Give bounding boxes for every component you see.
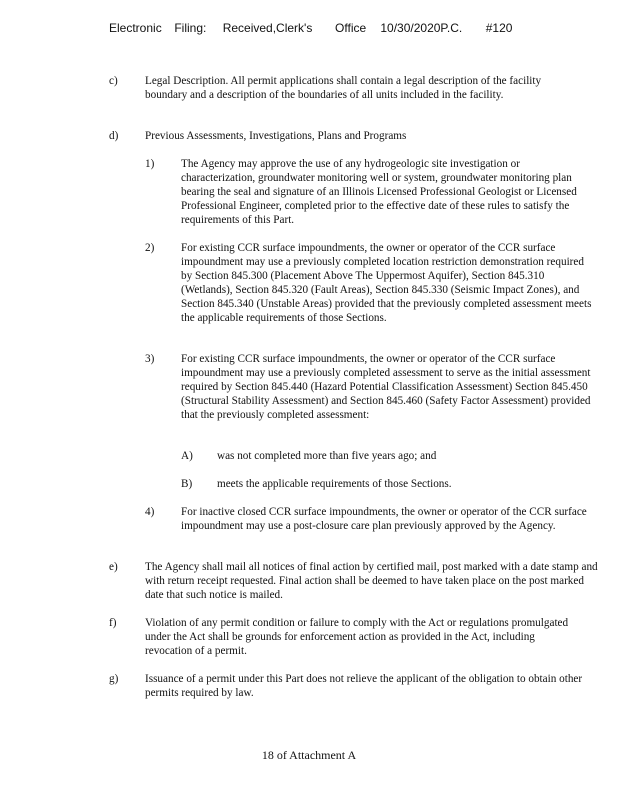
item-d4-text: For inactive closed CCR surface impoundments, the owner or operator of the CCR surface impoundment may use a post-closure care plan previously approved by the Agency. [181, 506, 587, 532]
item-d3a-marker: A) [181, 450, 193, 462]
item-g-marker: g) [109, 673, 119, 685]
header-filing: Filing: [174, 21, 207, 35]
item-d-marker: d) [109, 130, 119, 142]
header-number: #120 [485, 21, 513, 35]
item-d3-marker: 3) [145, 353, 155, 365]
header-date: 10/30/2020P.C. [380, 21, 463, 35]
item-d-heading: Previous Assessments, Investigations, Plans and Programs [145, 130, 407, 142]
item-d4-marker: 4) [145, 506, 155, 518]
item-e-text: The Agency shall mail all notices of final action by certified mail, post marked with a date stamp and with return receipt requested. Final action shall be deemed to have taken place on the post marked date that such notice is mailed. [145, 561, 598, 601]
header-electronic: Electronic [109, 21, 162, 35]
item-d3a-text: was not completed more than five years ago; and [217, 450, 437, 462]
page-footer: 18 of Attachment A [261, 748, 357, 762]
item-d3b-text: meets the applicable requirements of those Sections. [217, 478, 452, 490]
item-g-text: Issuance of a permit under this Part does not relieve the applicant of the obligation to obtain other permits required by law. [145, 673, 583, 699]
header-received: Received,Clerk's [222, 21, 313, 35]
item-d2-text: For existing CCR surface impoundments, the owner or operator of the CCR surface impoundment may use a previously completed location restriction demonstration required by Section 845.300 (Placement Above The Uppermost Aquifer), Section 845.310 (Wetlands), Section 845.320 (Fault Areas), Section 845.330 (Seismic Impact Zones), and Section 845.340 (Unstable Areas) provided that the previously completed assessment meets the applicable requirements of those Sections. [181, 242, 592, 324]
item-c-text: Legal Description. All permit applications shall contain a legal description of the facility boundary and a description of the boundaries of all units included in the facility. [145, 75, 542, 101]
item-c-marker: c) [109, 75, 118, 87]
item-f-marker: f) [109, 617, 117, 629]
item-d1-marker: 1) [145, 158, 155, 170]
item-d1-text: The Agency may approve the use of any hydrogeologic site investigation or characterization, groundwater monitoring well or system, groundwater monitoring plan bearing the seal and signature of an Illinois Licensed Professional Geologist or Licensed Professional Engineer, completed prior to the effective date of these rules to satisfy the requirements of this Part. [181, 158, 577, 226]
header-office: Office [335, 21, 367, 35]
item-d3-text: For existing CCR surface impoundments, the owner or operator of the CCR surface impoundment may use a previously completed assessment to serve as the initial assessment required by Section 845.440 (Hazard Potential Classification Assessment) Section 845.450 (Structural Stability Assessment) and Section 845.460 (Safety Factor Assessment) provided that the previously completed assessment: [181, 353, 591, 421]
item-d3b-marker: B) [181, 478, 193, 490]
item-f-text: Violation of any permit condition or failure to comply with the Act or regulations promulgated under the Act shall be grounds for enforcement action as provided in the Act, including revocation of a permit. [145, 617, 569, 657]
item-d2-marker: 2) [145, 242, 155, 254]
item-e-marker: e) [109, 561, 118, 573]
filing-header [109, 21, 589, 35]
